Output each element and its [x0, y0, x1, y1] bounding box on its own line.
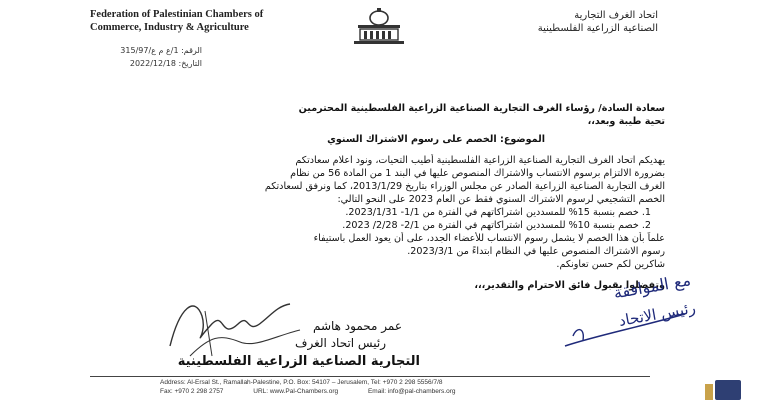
letter-body: [150, 102, 665, 292]
footer-email: Email: info@pal-chambers.org: [367, 388, 456, 395]
footer-divider: [90, 376, 650, 377]
signatory-title: رئيس اتحاد الغرف: [295, 336, 386, 350]
footer-url: URL: www.Pal-Chambers.org: [253, 388, 339, 395]
reference-date: التاريخ: 2022/12/18: [129, 59, 202, 68]
approval-note-text: مع الموافقة: [612, 270, 693, 303]
corner-badge-navy: [715, 380, 741, 400]
svg-text:رئيس الاتحاد: رئيس الاتحاد: [617, 298, 697, 330]
signatory-name: عمر محمود هاشم: [312, 319, 402, 333]
org-name-ar-line-1: اتحاد الغرف التجارية: [574, 10, 658, 21]
reference-number: الرقم: 1/ع م ع/315/97: [120, 46, 202, 55]
org-name-english: [90, 8, 330, 34]
footer: [160, 378, 640, 396]
footer-contacts: [160, 387, 640, 396]
reference-block: [92, 44, 202, 70]
footer-address: Address: Al-Ersal St., Ramallah-Palestine, P.O. Box: 54107 – Jerusalem, Tel: +970 2 298 5556/7/8: [160, 379, 443, 386]
paragraph-2-line-1: علماً بأن هذا الخصم لا يشمل رسوم الانتساب للأعضاء الجدد، على أن يعود العمل باستيفاء: [313, 233, 665, 244]
discount-item-1: 1. خصم بنسبة 15% للمسددين اشتراكاتهم في الفترة من 1/1- 2023/1/31.: [345, 207, 651, 218]
footer-fax: Fax: +970 2 298 2757: [160, 388, 224, 395]
org-name-ar-line-2: الصناعية الزراعية الفلسطينية: [537, 23, 658, 34]
paragraph-2-line-3: شاكرين لكم حسن تعاونكم.: [556, 259, 665, 270]
chamber-building-logo-icon: [346, 6, 412, 48]
letterhead: [0, 0, 770, 50]
org-name-en-line-1: Federation of Palestinian Chambers of: [90, 9, 264, 20]
org-name-arabic: [428, 9, 658, 35]
subject-line: الموضوع: الخصم على رسوم الاشتراك السنوي: [327, 134, 545, 145]
greeting: تحية طيبة وبعد،،: [587, 116, 665, 127]
signatory-organization: التجارية الصناعية الزراعية الفلسطينية: [177, 354, 420, 369]
closing-line: وتفضلوا بقبول فائق الاحترام والتقدير،،،: [474, 280, 665, 291]
discount-item-2: 2. خصم بنسبة 10% للمسددين اشتراكاتهم في الفترة من 2/1- 2/28/ 2023.: [342, 220, 651, 231]
approval-note-icon: [555, 266, 705, 356]
org-name-en-line-2: Commerce, Industry & Agriculture: [90, 22, 249, 33]
corner-badge-gold: [705, 384, 713, 400]
paragraph-1-line-3: الغرف التجارية الصناعية الزراعية الصادر عن مجلس الوزراء بتاريخ 2013/1/29، كما ونرفق لسعادتكم: [264, 181, 665, 192]
paragraph-2-line-2: رسوم الاشتراك المنصوص عليها في النظام ابتداءً من 2023/3/1.: [407, 246, 665, 257]
addressee: سعادة السادة/ رؤساء الغرف التجارية الصناعية الزراعية الفلسطينية المحترمين: [298, 103, 665, 114]
paragraph-1-line-4: الخصم التشجيعي لرسوم الاشتراك السنوي فقط عن العام 2023 على النحو التالي:: [337, 194, 665, 205]
paragraph-1-line-1: يهديكم اتحاد الغرف التجارية الصناعية الزراعية الفلسطينية أطيب التحيات، ونود اعلام سعادتكم: [295, 155, 665, 166]
paragraph-1-line-2: بضرورة الالتزام برسوم الانتساب والاشتراك المنصوص عليها في البند 1 من المادة 56 من نظام: [290, 168, 665, 179]
signatory-block: [140, 318, 420, 371]
